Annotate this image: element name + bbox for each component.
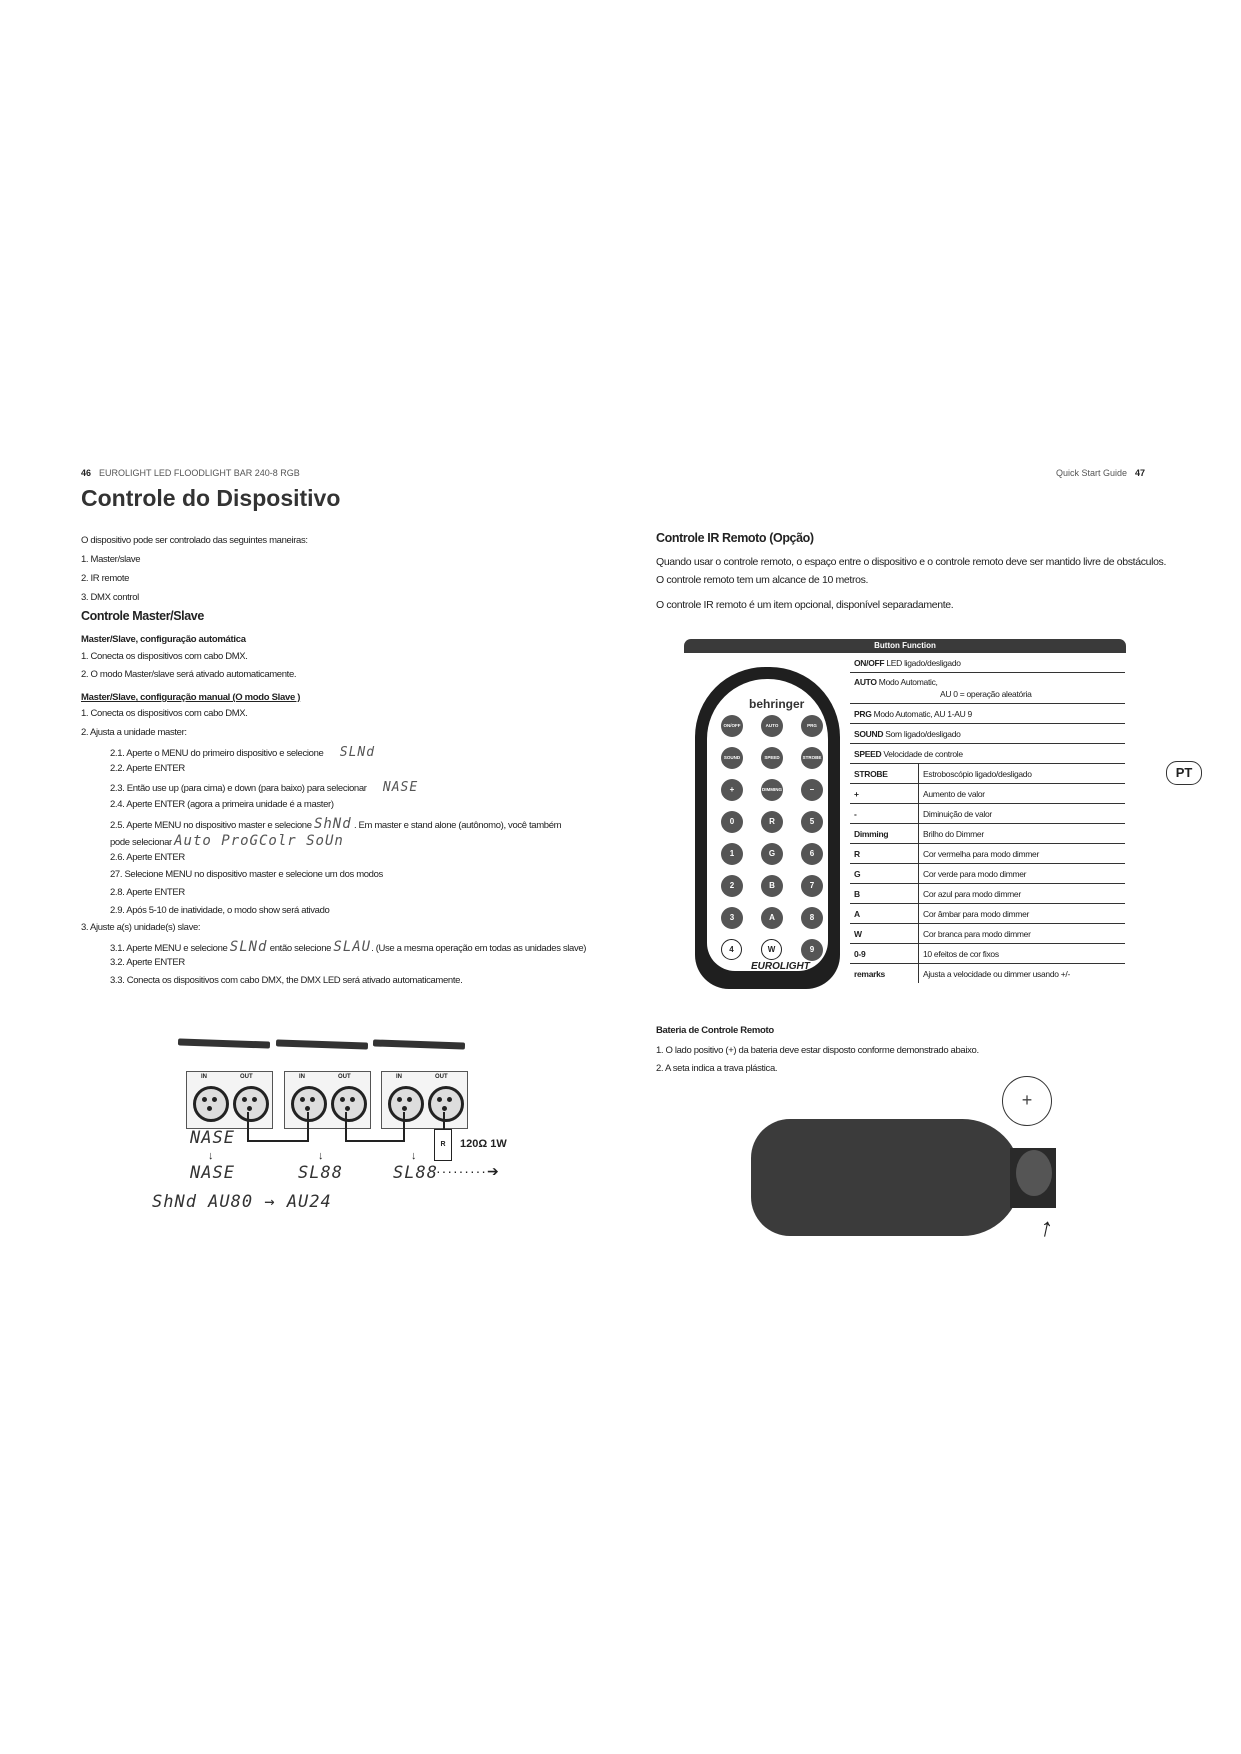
method-item: 2. IR remote xyxy=(81,573,130,584)
remote-button-w: W xyxy=(761,939,782,960)
display-code: NASE xyxy=(382,780,419,795)
row-key: PRG xyxy=(854,708,872,719)
substep-text: 2.3. Então use up (para cima) e down (para baixo) para selecionar xyxy=(110,783,367,794)
table-row xyxy=(850,784,1125,804)
down-arrow-icon: ↓ xyxy=(411,1150,417,1162)
eurolight-logo: EUROLIGHT xyxy=(751,961,810,972)
in-label: IN xyxy=(299,1074,305,1080)
remote-button-a: A xyxy=(761,907,783,929)
remote-button-3: 3 xyxy=(721,907,743,929)
substep-text: pode selecionar xyxy=(110,837,172,848)
remote-button-2: 2 xyxy=(721,875,743,897)
out-label: OUT xyxy=(240,1074,253,1080)
table-row xyxy=(850,673,1125,704)
row-value: Aumento de valor xyxy=(919,784,1126,804)
lcd-display: NASE xyxy=(190,1128,235,1148)
table-row xyxy=(850,964,1125,984)
manual-step: 2. Ajusta a unidade master: xyxy=(81,727,187,738)
remote-button-sound: SOUND xyxy=(721,747,743,769)
lcd-display: SL88 xyxy=(393,1163,438,1183)
remote-button-7: 7 xyxy=(801,875,823,897)
page-title: Controle do Dispositivo xyxy=(81,485,341,511)
row-key: 0-9 xyxy=(850,944,919,964)
remote-face xyxy=(707,679,828,971)
row-key: AUTO xyxy=(854,677,877,687)
display-code: ShNd xyxy=(313,816,352,832)
language-badge: PT xyxy=(1166,761,1202,785)
row-value: Modo Automatic, xyxy=(878,677,938,687)
substep-text: 2.1. Aperte o MENU do primeiro dispositivo e selecione xyxy=(110,748,324,759)
light-bar xyxy=(178,1038,270,1048)
row-value: Cor âmbar para modo dimmer xyxy=(919,904,1126,924)
row-key: W xyxy=(850,924,919,944)
row-value: Estroboscópio ligado/desligado xyxy=(919,764,1126,784)
ir-paragraph: O controle IR remoto é um item opcional, disponível separadamente. xyxy=(656,599,954,611)
out-label: OUT xyxy=(338,1074,351,1080)
dotted-arrow-icon: ·········➔ xyxy=(436,1163,500,1179)
lcd-display: ShNd AU80 → AU24 xyxy=(152,1192,332,1212)
lcd-display: NASE xyxy=(190,1163,235,1183)
substep-2-1 xyxy=(110,745,375,760)
auto-step: 1. Conecta os dispositivos com cabo DMX. xyxy=(81,651,248,662)
right-running-title: Quick Start Guide xyxy=(1056,468,1128,478)
row-key: SPEED xyxy=(854,748,882,759)
substep-2-5 xyxy=(110,816,561,832)
remote-button-0: 0 xyxy=(721,811,743,833)
row-key: ON/OFF xyxy=(854,657,885,668)
manual-step: 1. Conecta os dispositivos com cabo DMX. xyxy=(81,708,248,719)
substep-2-9: 2.9. Após 5-10 de inatividade, o modo show será ativado xyxy=(110,905,330,916)
terminator-wire xyxy=(443,1112,446,1129)
light-bar xyxy=(373,1039,465,1049)
substep-3-1 xyxy=(110,939,586,955)
resistor-value: 120Ω 1W xyxy=(460,1138,507,1150)
battery-cell xyxy=(1016,1150,1052,1196)
down-arrow-icon: ↓ xyxy=(318,1150,324,1162)
row-value: Ajusta a velocidade ou dimmer usando +/- xyxy=(923,968,1070,979)
dmx-cable xyxy=(247,1112,309,1142)
auto-step: 2. O modo Master/slave será ativado automaticamente. xyxy=(81,669,297,680)
row-value: AU 0 = operação aleatória xyxy=(940,689,1032,699)
battery-step: 2. A seta indica a trava plástica. xyxy=(656,1063,778,1074)
row-value: Velocidade de controle xyxy=(883,748,963,759)
left-page-header xyxy=(81,468,300,478)
remote-button-prg: PRG xyxy=(801,715,823,737)
remote-button-4: 4 xyxy=(721,939,742,960)
row-value: Cor vermelha para modo dimmer xyxy=(919,844,1126,864)
left-running-title: EUROLIGHT LED FLOODLIGHT BAR 240-8 RGB xyxy=(99,468,300,478)
substep-3-3: 3.3. Conecta os dispositivos com cabo DMX, the DMX LED será ativado automaticamente. xyxy=(110,975,463,986)
row-value: Modo Automatic, AU 1-AU 9 xyxy=(873,708,972,719)
down-arrow-icon: ↓ xyxy=(208,1150,214,1162)
row-value: 10 efeitos de cor fixos xyxy=(919,944,1126,964)
table-row xyxy=(850,764,1125,784)
substep-2-5-b xyxy=(110,833,344,849)
light-bar xyxy=(276,1039,368,1049)
table-row xyxy=(850,904,1125,924)
plus-callout: + xyxy=(1002,1076,1052,1126)
row-key: SOUND xyxy=(854,728,884,739)
substep-text: . Em master e stand alone (autônomo), você também xyxy=(353,820,562,831)
remote-button-dimming: DIMMING xyxy=(761,779,783,801)
table-row xyxy=(850,653,1125,673)
substep-2-7: 27. Selecione MENU no dispositivo master e selecione um dos modos xyxy=(110,869,383,880)
row-key: G xyxy=(850,864,919,884)
substep-text: . (Use a mesma operação em todas as unidades slave) xyxy=(371,943,587,954)
remote-button-strobe: STROBE xyxy=(801,747,823,769)
terminator-resistor: R xyxy=(434,1129,452,1161)
remote-button-9: 9 xyxy=(801,939,823,961)
remote-button-1: 1 xyxy=(721,843,743,865)
substep-2-2: 2.2. Aperte ENTER xyxy=(110,763,185,774)
table-row xyxy=(850,704,1125,724)
battery-step: 1. O lado positivo (+) da bateria deve estar disposto conforme demonstrado abaixo. xyxy=(656,1045,979,1056)
battery-heading: Bateria de Controle Remoto xyxy=(656,1025,774,1036)
display-code: SLNd xyxy=(339,745,376,760)
in-label: IN xyxy=(201,1074,207,1080)
method-item: 1. Master/slave xyxy=(81,554,141,565)
substep-3-2: 3.2. Aperte ENTER xyxy=(110,957,185,968)
table-row xyxy=(850,724,1125,744)
ir-paragraph: O controle remoto tem um alcance de 10 metros. xyxy=(656,574,869,586)
table-row xyxy=(850,824,1125,844)
table-row xyxy=(850,864,1125,884)
display-code: Auto ProGColr SoUn xyxy=(174,833,344,849)
remote-button-onoff: ON/OFF xyxy=(721,715,743,737)
substep-text: 3.1. Aperte MENU e selecione xyxy=(110,943,228,954)
remote-button-: + xyxy=(721,779,743,801)
right-page-number: 47 xyxy=(1135,468,1146,478)
in-label: IN xyxy=(396,1074,402,1080)
xlr-out-connector xyxy=(428,1086,464,1122)
remote-button-b: B xyxy=(761,875,783,897)
row-value: LED ligado/desligado xyxy=(886,657,961,668)
remote-back-image xyxy=(751,1119,1021,1236)
up-arrow-icon: ↑ xyxy=(1037,1210,1057,1244)
substep-text: 2.5. Aperte MENU no dispositivo master e selecione xyxy=(110,820,312,831)
xlr-in-connector xyxy=(193,1086,229,1122)
auto-config-heading: Master/Slave, configuração automática xyxy=(81,634,246,645)
ir-remote-heading: Controle IR Remoto (Opção) xyxy=(656,531,814,545)
remote-button-6: 6 xyxy=(801,843,823,865)
row-key: - xyxy=(850,804,919,824)
brand-logo: behringer xyxy=(749,697,805,711)
table-row xyxy=(850,804,1125,824)
remote-button-auto: AUTO xyxy=(761,715,783,737)
master-slave-heading: Controle Master/Slave xyxy=(81,609,204,623)
row-key: remarks xyxy=(850,964,919,984)
remote-button-: – xyxy=(801,779,823,801)
substep-text: então selecione xyxy=(269,943,332,954)
row-key: B xyxy=(850,884,919,904)
manual-config-heading: Master/Slave, configuração manual (O modo Slave ) xyxy=(81,692,301,703)
table-row xyxy=(850,884,1125,904)
right-page-header xyxy=(1056,468,1145,478)
row-key: Dimming xyxy=(850,824,919,844)
row-key: STROBE xyxy=(850,764,919,784)
left-page-number: 46 xyxy=(81,468,92,478)
display-code: SLAU xyxy=(333,939,372,955)
row-key: R xyxy=(850,844,919,864)
table-row xyxy=(850,944,1125,964)
substep-2-8: 2.8. Aperte ENTER xyxy=(110,887,185,898)
intro-text: O dispositivo pode ser controlado das seguintes maneiras: xyxy=(81,535,308,546)
table-row xyxy=(850,844,1125,864)
row-value: Brilho do Dimmer xyxy=(919,824,1126,844)
row-value: Cor branca para modo dimmer xyxy=(919,924,1126,944)
remote-button-8: 8 xyxy=(801,907,823,929)
row-key: A xyxy=(850,904,919,924)
row-value: Som ligado/desligado xyxy=(885,728,961,739)
table-row xyxy=(850,744,1125,764)
remote-control-illustration xyxy=(695,667,840,989)
remote-button-r: R xyxy=(761,811,783,833)
table-row xyxy=(850,924,1125,944)
remote-button-g: G xyxy=(761,843,783,865)
out-label: OUT xyxy=(435,1074,448,1080)
method-item: 3. DMX control xyxy=(81,592,139,603)
row-key: + xyxy=(850,784,919,804)
display-code: SLNd xyxy=(229,939,268,955)
manual-step: 3. Ajuste a(s) unidade(s) slave: xyxy=(81,922,201,933)
row-value: Cor verde para modo dimmer xyxy=(919,864,1126,884)
substep-2-6: 2.6. Aperte ENTER xyxy=(110,852,185,863)
remote-button-speed: SPEED xyxy=(761,747,783,769)
row-value: Diminuição de valor xyxy=(919,804,1126,824)
dmx-cable xyxy=(345,1112,405,1142)
table-header: Button Function xyxy=(684,639,1126,653)
lcd-display: SL88 xyxy=(298,1163,343,1183)
row-value: Cor azul para modo dimmer xyxy=(919,884,1126,904)
remote-button-5: 5 xyxy=(801,811,823,833)
substep-2-4: 2.4. Aperte ENTER (agora a primeira unidade é a master) xyxy=(110,799,334,810)
ir-paragraph: Quando usar o controle remoto, o espaço entre o dispositivo e o controle remoto deve ser mantido livre de obstáculos. xyxy=(656,556,1167,568)
substep-2-3 xyxy=(110,780,418,795)
